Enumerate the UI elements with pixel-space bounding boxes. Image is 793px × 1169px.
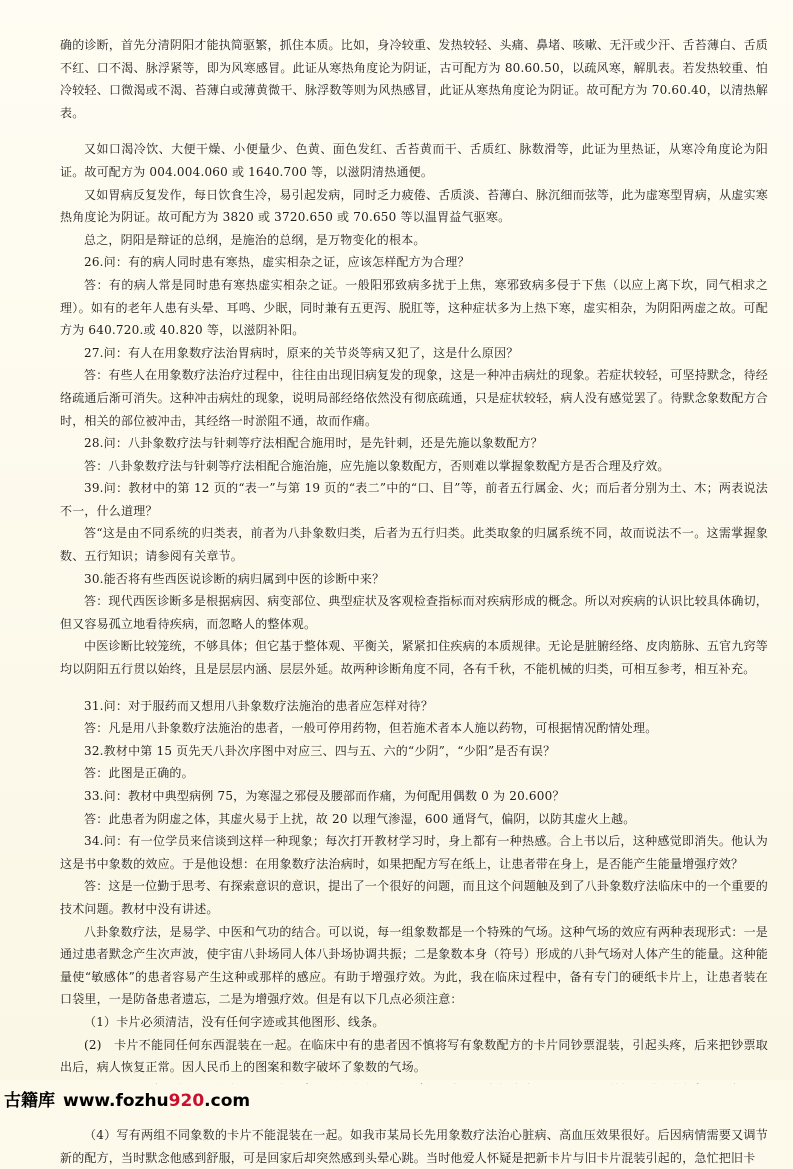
paragraph: 八卦象数疗法，是易学、中医和气功的结合。可以说，每一组象数都是一个特殊的气场。这种气场的效应有两种表现形式：一是通过患者默念产生次声波，使宇宙八卦场同人体八卦场协调共振；二是象数本身（符号）形成的八卦气场对人体产生的能量。这种能量使“敏感体”的患者容易产生这种或那样的感应。有助于增强疗效。为此，我在临床过程中，备有专门的硬纸卡片上，让患者装在口袋里，一是防备患者遗忘，二是为增强疗效。但是有以下几点必须注意： (60, 924, 768, 1007)
site-url (63, 1091, 250, 1111)
paragraph: 28.问：八卦象数疗法与针刺等疗法相配合施用时，是先针刺，还是先施以象数配方？ (84, 436, 543, 451)
paragraph: 39.问：教材中的第 12 页的“表一”与第 19 页的“表二”中的“口、目”等，前者五行属金、火；而后者分别为土、木；两表说法不一，什么道理？ (60, 481, 768, 518)
paragraph: 32.教材中第 15 页先天八卦次序图中对应三、四与五、六的“少阴”，“少阳”是否有误？ (84, 743, 556, 758)
document-body (60, 34, 768, 1169)
paragraph: 答：凡是用八卦象数疗法施治的患者，一般可停用药物，但若施术者本人施以药物，可根据情况酌情处理。 (84, 721, 658, 736)
paragraph: 答：这是一位勤于思考、有探索意识的意识，提出了一个很好的问题，而且这个问题触及到了八卦象数疗法临床中的一个重要的技术问题。教材中没有讲述。 (60, 879, 768, 916)
paragraph-gap (60, 124, 768, 138)
paragraph: 答：现代西医诊断多是根据病因、病变部位、典型症状及客观检查指标而对疾病形成的概念。所以对疾病的认识比较具体确切，但又容易孤立地看待疾病，而忽略人的整体观。 (60, 594, 768, 631)
paragraph: 31.问：对于服药而又想用八卦象数疗法施治的患者应怎样对待？ (84, 698, 434, 713)
paragraph: 33.问：教材中典型病例 75，为寒湿之邪侵及腰部而作痛，为何配用偶数 0 为 20.600？ (84, 789, 565, 803)
watermark-footer (0, 1084, 793, 1122)
site-name: 古籍库 (4, 1091, 55, 1111)
paragraph: （1）卡片必须清洁，没有任何字迹或其他图形、线条。 (84, 1014, 385, 1029)
site-url-prefix: www.fozhu (63, 1091, 169, 1111)
site-url-number: 920 (168, 1091, 205, 1111)
paragraph: 又如胃病反复发作，每日饮食生冷，易引起发病，同时乏力疲倦、舌质淡、苔薄白、脉沉细而弦等，此为虚寒型胃病，从虚实寒热角度论为阴证。故可配方为 3820 或 3720.650 或 70.650 等以温胃益气驱寒。 (60, 187, 768, 225)
paragraph: 答：有些人在用象数疗法治疗过程中，往往由出现旧病复发的现象，这是一种冲击病灶的现象。若症状较轻，可坚持默念，待经络疏通后渐可消失。这种冲击病灶的现象，说明局部经络依然没有彻底疏通，只是症状较轻，病人没有感觉罢了。待默念象数配方合时，相关的部位被冲击，其经络一时淤阻不通，故而作痛。 (60, 368, 768, 428)
paragraph: 答：有的病人常是同时患有寒热虚实相杂之证。一般阳邪致病多扰于上焦，寒邪致病多侵于下焦（以应上离下坎，同气相求之理）。如有的老年人患有头晕、耳鸣、少眠，同时兼有五更泻、脱肛等，这种症状多为上热下寒，虚实相杂，为阴阳两虚之故。可配方为 640.720.或 40.820 等，以滋阴补阳。 (60, 277, 768, 338)
paragraph: 34.问：有一位学员来信谈到这样一种现象；每次打开教材学习时，身上都有一种热感。合上书以后，这种感觉即消失。他认为这是书中象数的效应。于是他设想：在用象数疗法治病时，如果把配方写在纸上，让患者带在身上，是否能产生能量增强疗效？ (60, 834, 768, 871)
site-watermark (4, 1086, 250, 1116)
paragraph: 26.问：有的病人同时患有寒热，虚实相杂之证，应该怎样配方为合理？ (84, 255, 470, 270)
paragraph: （4）写有两组不同象数的卡片不能混装在一起。如我市某局长先用象数疗法治心脏病、高血压效果很好。后因病情需要又调节新的配方，当时默念他感到舒服，可是回家后却突然感到头晕心跳。当时他爱人怀疑是把新卡片与旧卡片混装引起的，急忙把旧卡 (60, 1127, 768, 1165)
paragraph: 确的诊断，首先分清阴阳才能执简驱繁，抓住本质。比如，身冷较重、发热较轻、头痛、鼻堵、咳嗽、无汗或少汗、舌苔薄白、舌质不红、口不渴、脉浮紧等，即为风寒感冒。此证从寒热角度论为阴证，古可配方为 80.60.50，以疏风寒，解肌表。若发热较重、怕冷较轻、口微渴或不渴、苔薄白或薄黄微干、脉浮数等则为风热感冒，此证从寒热角度论为阴证。故可配方为 70.60.40，以清热解表。 (60, 38, 768, 120)
site-url-suffix: .com (204, 1091, 251, 1111)
paragraph: 30.能否将有些西医说诊断的病归属到中医的诊断中来？ (84, 571, 385, 586)
paragraph: 答：此患者为阴虚之体，其虚火易于上扰，故 20 以理气渗湿，600 通肾气，偏阴，以防其虚火上越。 (84, 811, 636, 826)
paragraph: 答：此图是正确的。 (84, 766, 194, 781)
paragraph: 答“这是由不同系统的归类表，前者为八卦象数归类，后者为五行归类。此类取象的归属系统不同，故而说法不一。这需掌握象数、五行知识；请参阅有关章节。 (60, 526, 768, 564)
paragraph: 27.问：有人在用象数疗法治胃病时，原来的关节炎等病又犯了，这是什么原因？ (84, 345, 519, 360)
paragraph: 又如口渴冷饮、大便干燥、小便量少、色黄、面色发红、舌苔黄而干、舌质红、脉数滑等，此证为里热证，从寒冷角度论为阳证。故可配方为 004.004.060 或 1640.700 等，以滋阴清热通便。 (60, 142, 768, 179)
paragraph: (2) 卡片不能同任何东西混装在一起。在临床中有的患者因不慎将写有象数配方的卡片同钞票混装，引起头疼，后来把钞票取出后，病人恢复正常。因人民币上的图案和数字破坏了象数的气场。 (60, 1037, 768, 1075)
paragraph: 答：八卦象数疗法与针刺等疗法相配合施治施，应先施以象数配方，否则难以掌握象数配方是否合理及疗效。 (84, 458, 670, 473)
paragraph: 中医诊断比较笼统，不够具体；但它基于整体观、平衡关，紧紧扣住疾病的本质规律。无论是脏腑经络、皮肉筋脉、五官九窍等均以阴阳五行贯以始终，且是层层内涵、层层外延。故两种诊断角度不同，各有千秋，不能机械的归类，可相互参考，相互补充。 (60, 639, 768, 677)
paragraph-gap (60, 681, 768, 695)
paragraph: 总之，阴阳是辩证的总纲，是施治的总纲，是万物变化的根本。 (84, 232, 426, 247)
